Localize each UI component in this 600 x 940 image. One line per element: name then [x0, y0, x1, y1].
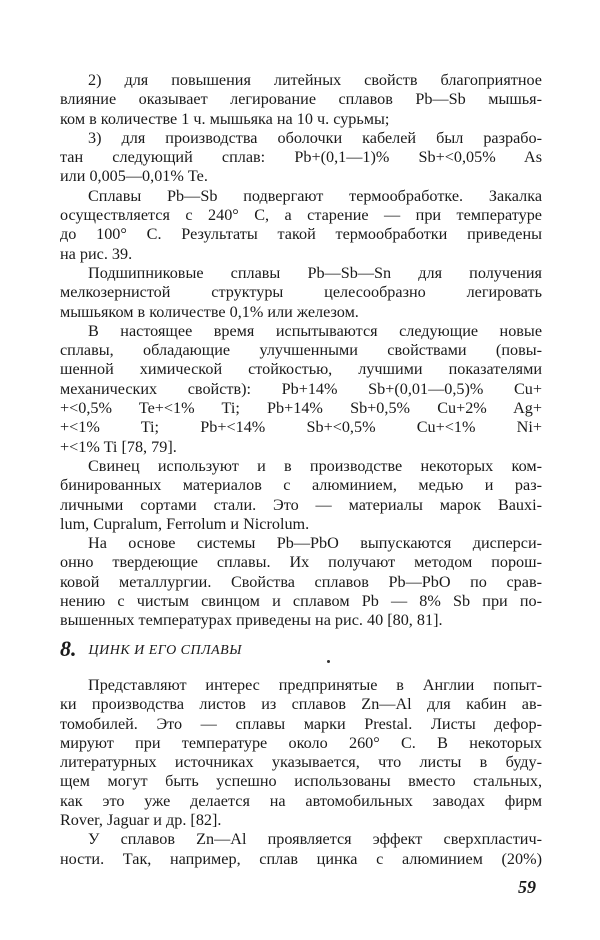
text-block-bottom	[60, 676, 542, 869]
text-line: В настоящее время испытываются следующие новые	[88, 321, 542, 340]
text-line: +<1% Ti; Pb+<14% Sb+<0,5% Cu+<1% Ni+	[60, 418, 542, 437]
page-number: 59	[518, 877, 536, 897]
text-line: нению с чистым свинцом и сплавом Pb — 8% Sb при по-	[60, 592, 542, 611]
text-line: бинированных материалов с алюминием, медью и раз-	[60, 476, 542, 495]
text-block-top	[60, 71, 542, 631]
text-line: 2) для повышения литейных свойств благоприятное	[88, 71, 542, 89]
text-line: мируют при температуре около 260° С. В некоторых	[60, 733, 542, 752]
text-line: +<1% Ti [78, 79].	[60, 437, 177, 456]
text-line: личными сортами стали. Это — материалы марок Bauxi-	[60, 495, 542, 514]
text-line: или 0,005—0,01% Te.	[60, 167, 208, 186]
text-line: У сплавов Zn—Al проявляется эффект сверхпластич-	[88, 830, 542, 849]
text-line: литературных источниках указывается, что листы в буду-	[60, 753, 542, 772]
text-line: ки производства листов из сплавов Zn—Al для кабин ав-	[60, 695, 542, 714]
text-line: ности. Так, например, сплав цинка с алюминием (20%)	[60, 849, 542, 868]
speck-mark	[327, 660, 330, 663]
section-number: 8.	[60, 636, 77, 661]
text-line: Свинец используют и в производстве некоторых ком-	[88, 456, 542, 475]
section-heading	[60, 636, 542, 662]
section-title: ЦИНК И ЕГО СПЛАВЫ	[88, 643, 242, 658]
text-line: Rover, Jaguar и др. [82].	[60, 811, 222, 830]
text-line: ковой металлургии. Свойства сплавов Pb—PbO по срав-	[60, 572, 542, 591]
text-line: как это уже делается на автомобильных заводах фирм	[60, 791, 542, 810]
text-line: +<0,5% Te+<1% Ti; Pb+14% Sb+0,5% Cu+2% Ag+	[60, 399, 542, 418]
text-line: до 100° С. Результаты такой термообработки приведены	[60, 225, 542, 244]
text-line: На основе системы Pb—PbO выпускаются дисперси-	[88, 534, 542, 553]
text-line: мелкозернистой структуры целесообразно легировать	[60, 283, 542, 302]
text-line: вышенных температурах приведены на рис. 40 [80, 81].	[60, 611, 443, 630]
text-line: lum, Cupralum, Ferrolum и Nicrolum.	[60, 514, 310, 533]
text-line: щем могут быть успешно использованы вместо стальных,	[60, 772, 542, 791]
text-line: влияние оказывает легирование сплавов Pb—Sb мышья-	[60, 90, 542, 109]
text-line: механических свойств): Pb+14% Sb+(0,01—0,5)% Cu+	[60, 379, 542, 398]
text-line: 3) для производства оболочки кабелей был разрабо-	[88, 128, 542, 147]
text-line: онно твердеющие сплавы. Их получают методом порош-	[60, 553, 542, 572]
text-line: шенной химической стойкостью, лучшими показателями	[60, 360, 542, 379]
text-line: осуществляется с 240° С, а старение — при температуре	[60, 206, 542, 225]
text-line: Сплавы Pb—Sb подвергают термообработке. Закалка	[88, 186, 542, 205]
text-line: Подшипниковые сплавы Pb—Sb—Sn для получения	[88, 263, 542, 282]
text-line: на рис. 39.	[60, 244, 133, 263]
text-line: ком в количестве 1 ч. мышьяка на 10 ч. сурьмы;	[60, 109, 390, 128]
text-line: сплавы, обладающие улучшенными свойствами (повы-	[60, 341, 542, 360]
text-line: тан следующий сплав: Pb+(0,1—1)% Sb+<0,05% As	[60, 148, 542, 167]
text-line: мышьяком в количестве 0,1% или железом.	[60, 302, 359, 321]
text-line: Представляют интерес предпринятые в Англии попыт-	[88, 676, 542, 694]
text-line: томобилей. Это — сплавы марки Prestal. Листы дефор-	[60, 714, 542, 733]
